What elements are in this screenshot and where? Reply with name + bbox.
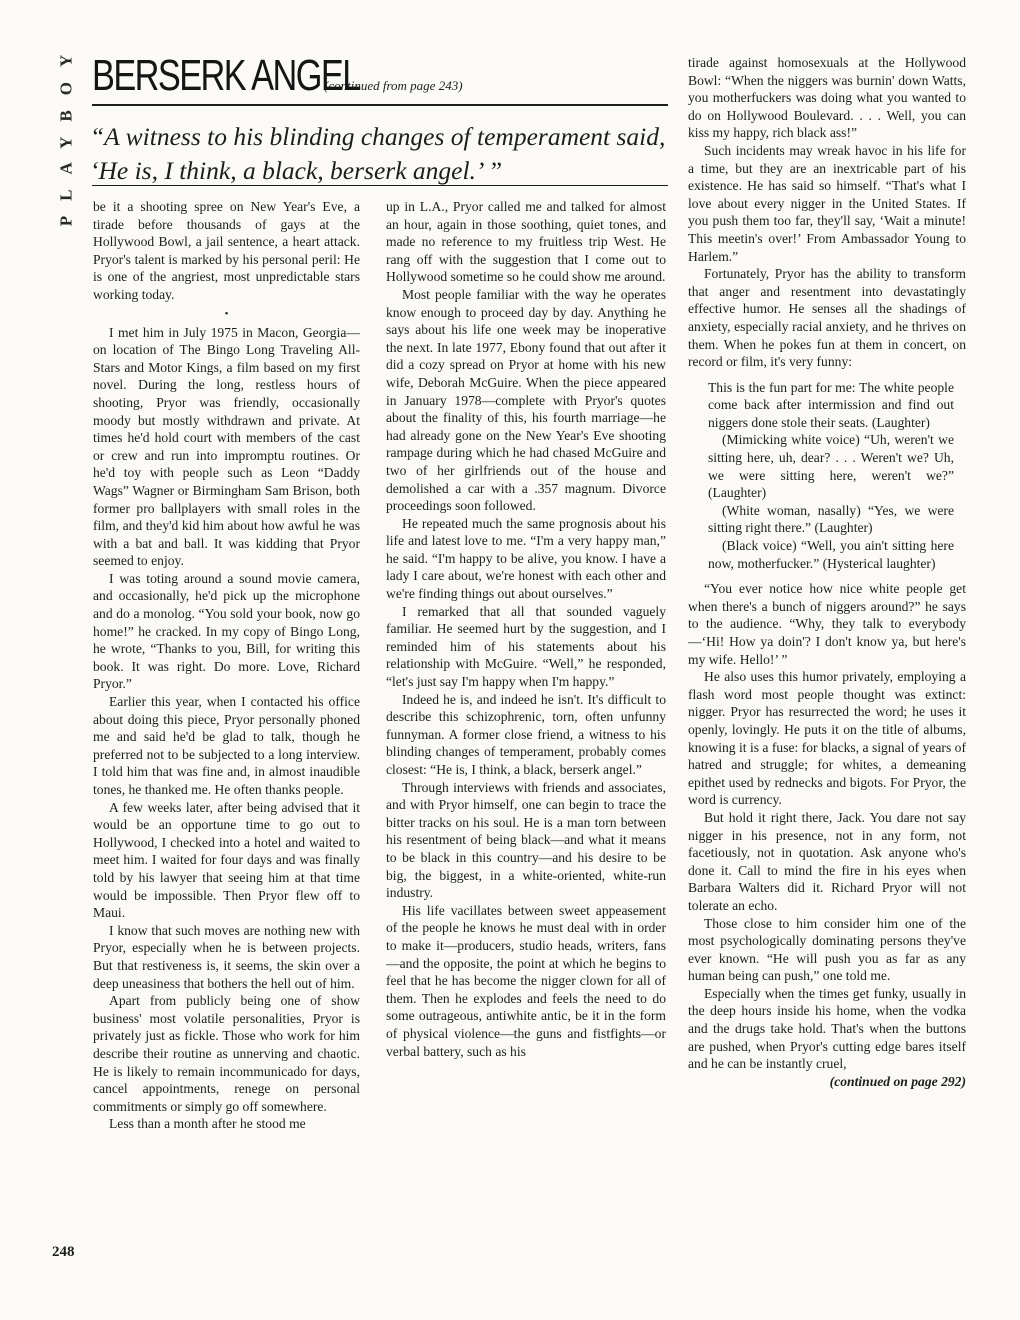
pull-quote-rule: [92, 185, 668, 186]
paragraph: I know that such moves are nothing new with Pryor, especially when he is between projects. But that restiveness is, it seems, the skin over a deep uneasiness that bothers the hell out of him.: [93, 922, 360, 991]
paragraph: His life vacillates between sweet appeasement of the people he knows he must deal with in order to make it—producers, studio heads, writers, fans—and the opposite, the point at which he begins to feel that he has become the nigger clown for all of them. Then he explodes and feels the need to do some outrageous, antiwhite antic, be it in the form of physical violence—the guns and fistfights—or verbal battery, such as his: [386, 902, 666, 1059]
article-title: BERSERK ANGEL: [92, 51, 360, 100]
paragraph: up in L.A., Pryor called me and talked for almost an hour, again in those soothing, quiet tones, and made no reference to my fruitless trip West. He rang off with the suggestion that I come out to Hollywood sometime so he could show me around.: [386, 199, 666, 285]
column-3: [688, 54, 966, 1090]
routine-quote: This is the fun part for me: The white people come back after intermission and find out niggers done stole their seats. (Laughter): [708, 379, 954, 430]
paragraph: Such incidents may wreak havoc in his life for a time, but they are an inextricable part of his existence. He has said so himself. “That's what I love about every nigger in the United States. If you push them too far, they'll say, ‘Wait a minute! This meetin's over!’ From Ambassador Young to Harlem.”: [688, 142, 966, 264]
paragraph: Most people familiar with the way he operates know enough to proceed day by day. Anything he says about his life one week may be inoperative the next. In late 1977, Ebony found that out after it did a cozy spread on Pryor at home with his new wife, Deborah McGuire. When the piece appeared in January 1978—complete with Pryor's quotes about the finality of this, his fourth marriage—he had already gone on the New Year's Eve shooting rampage during which he had chased McGuire and two of her girlfriends out of the house and demolished a car with a .357 magnum. Divorce proceedings soon followed.: [386, 286, 666, 514]
routine-quote: (Mimicking white voice) “Uh, weren't we sitting here, uh, dear? . . . Weren't we? Uh, we were sitting here, weren't we?” (Laughter): [708, 432, 954, 501]
page-number: 248: [52, 1244, 75, 1260]
column-1: [93, 198, 360, 1133]
pull-quote: “A witness to his blinding changes of temperament said, ‘He is, I think, a black, berserk angel.’ ”: [90, 122, 666, 185]
paragraph: Apart from publicly being one of show business' most volatile personalities, Pryor is privately just as fickle. Those who work for him describe their routine as unnerving and chaotic. He is likely to remain incommunicado for days, cancel appointments, renege on personal commitments or simply go off somewhere.: [93, 993, 360, 1114]
title-rule: [92, 104, 668, 106]
paragraph: Through interviews with friends and associates, and with Pryor himself, one can begin to trace the bitter tracks on his soul. He is a man torn between his resentment of being black—and what it means to be black in this country—and his desire to be big, the biggest, in a white-oriented, white-run industry.: [386, 779, 666, 901]
section-bullet: •: [224, 307, 229, 320]
article-header: [92, 52, 668, 188]
paragraph: He also uses this humor privately, employing a flash word most people thought was extinct: nigger. Pryor has resurrected the word; he uses it openly, lovingly. He puts it on the title of albums, knowing it is a fuse: for blacks, a signal of years of hatred and struggle; for whites, a demeaning epithet used by rednecks and bigots. For Pryor, the word is currency.: [688, 669, 966, 808]
continued-from-note: (continued from page 243): [324, 78, 463, 93]
column-2: [386, 198, 666, 1060]
routine-quote: (White woman, nasally) “Yes, we were sitting right there.” (Laughter): [708, 502, 954, 536]
paragraph: He repeated much the same prognosis about his life and latest love to me. “I'm a very happy man,” he said. “I'm happy to be alive, you know. I have a lady I care about, we're honest with each other and we're finding things out about ourselves.”: [386, 515, 666, 602]
paragraph: Fortunately, Pryor has the ability to transform that anger and resentment into devastatingly effective humor. He senses all the shadings of anxiety, especially racial anxiety, and he thrives on them. When he pokes fun at them in concert, on record or film, it's very funny:: [688, 266, 966, 370]
paragraph: I was toting around a sound movie camera, and occasionally, he'd pick up the microphone and do a monolog. “You sold your book, now go home!” he cracked. In my copy of Bingo Long, he wrote, “Thanks to you, Bill, for writing this book. It was right. Do more. Love, Richard Pryor.”: [93, 570, 360, 692]
paragraph: But hold it right there, Jack. You dare not say nigger in his presence, not in any form, not facetiously, not in quotation. Ask anyone who's done it. Call to mind the fire in his eyes when Barbara Walters did it. Richard Pryor will not tolerate an echo.: [688, 809, 966, 913]
paragraph: Especially when the times get funky, usually in the deep hours inside his home, when the vodka and the drugs take hold. That's when the buttons are pushed, when Pryor's cutting edge bares itself and he can be instantly cruel,: [688, 985, 966, 1072]
magazine-masthead: PLAYBOY: [56, 39, 75, 227]
paragraph: tirade against homosexuals at the Hollywood Bowl: “When the niggers was burnin' down Watts, you motherfuckers was doing what you wanted to do on Hollywood Boulevard. . . . Well, you can kiss my happy, rich black ass!”: [688, 55, 966, 141]
paragraph: Earlier this year, when I contacted his office about doing this piece, Pryor personally phoned me and said he'd be glad to talk, though he preferred not to be subjected to a long interview. I told him that was fine and, in almost inaudible tones, he thanked me. He often thanks people.: [93, 694, 360, 797]
paragraph: I met him in July 1975 in Macon, Georgia—on location of The Bingo Long Traveling All-Stars and Motor Kings, a film based on my first novel. During the long, restless hours of shooting, Pryor was friendly, occasionally moody but mostly withdrawn and private. At times he'd hold court with members of the cast or crew and run into impromptu routines. Or he'd toy with people such as Leon “Daddy Wags” Wagner or Birmingham Sam Brison, both former pro ballplayers with small roles in the film, and they'd kid him about how awful he was with a bat and ball. It was kidding that Pryor seemed to enjoy.: [93, 324, 360, 569]
routine-quote: (Black voice) “Well, you ain't sitting here now, motherfucker.” (Hysterical laughter): [708, 538, 954, 571]
paragraph: A few weeks later, after being advised that it would be an opportune time to go out to Hollywood, I checked into a hotel and waited to meet him. I waited for four days and was finally told by his lawyer that seeing him at that time would be impossible. Then Pryor flew off to Maui.: [93, 799, 360, 921]
paragraph: Indeed he is, and indeed he isn't. It's difficult to describe this schizophrenic, torn, often unfunny funnyman. A former close friend, a witness to his blinding changes of temperament, probably comes closest: “He is, I think, a black, berserk angel.”: [386, 691, 666, 777]
continued-on-note: (continued on page 292): [829, 1073, 966, 1089]
paragraph: Those close to him consider him one of the most psychologically dominating persons they've ever known. “He will push you as far as any human being can push,” one told me.: [688, 915, 966, 984]
paragraph: Less than a month after he stood me: [109, 1116, 306, 1132]
paragraph: I remarked that all that sounded vaguely familiar. He seemed hurt by the suggestion, and I reminded him of his statements about his relationship with McGuire. “Well,” he responded, “let's just say I'm happy when I'm happy.”: [386, 603, 666, 690]
paragraph: “You ever notice how nice white people get when there's a bunch of niggers around?” he says to the audience. “Why, they talk to everybody—‘Hi! How ya doin'? I don't know ya, but here's my wife. Hello!’ ”: [688, 581, 966, 667]
paragraph: be it a shooting spree on New Year's Eve, a tirade before thousands of gays at the Hollywood Bowl, a jail sentence, a heart attack. Pryor's talent is marked by his personal peril: He is one of the angriest, most unpredictable stars working today.: [93, 199, 360, 302]
